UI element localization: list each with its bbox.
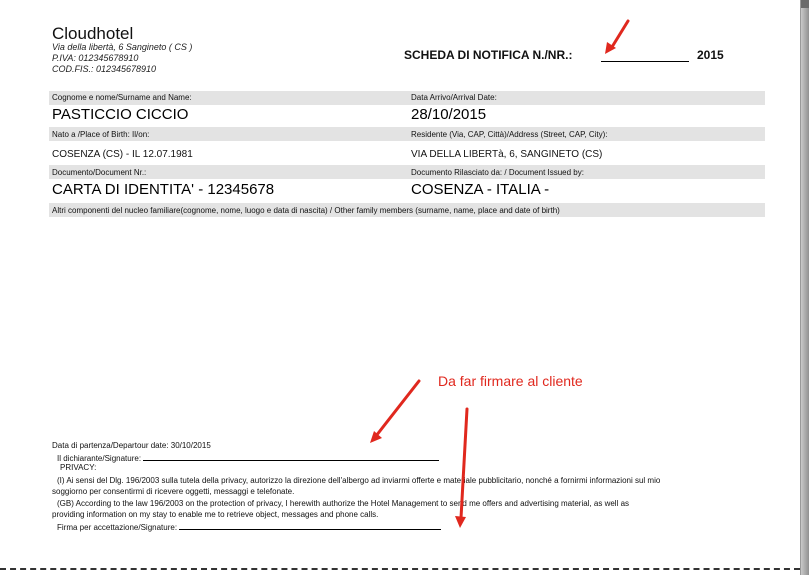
birth-label: Nato a /Place of Birth: Il/on: (52, 130, 150, 139)
hotel-name: Cloudhotel (52, 24, 134, 43)
surname-label: Cognome e nome/Surname and Name: (52, 93, 192, 102)
birth-value: COSENZA (CS) - IL 12.07.1981 (52, 149, 193, 160)
hotel-address: Via della libertà, 6 Sangineto ( CS ) (52, 42, 193, 52)
arrowhead-firma (455, 516, 466, 528)
residence-value: VIA DELLA LIBERTà, 6, SANGINETO (CS) (411, 149, 603, 160)
issued-label: Documento Rilasciato da: / Document Issued by: (411, 168, 584, 177)
document-value: CARTA DI IDENTITA' - 12345678 (52, 181, 275, 198)
annotation-text: Da far firmare al cliente (438, 373, 583, 389)
privacy-heading: PRIVACY: (60, 463, 97, 472)
arrival-value: 28/10/2015 (411, 106, 487, 123)
hotel-piva: P.IVA: 012345678910 (52, 53, 139, 63)
privacy-it-line2: soggiorno per consentirmi di ricevere oggetti, messaggi e telefonate. (52, 487, 295, 496)
privacy-it-line1: (I) Ai sensi del Dlg. 196/2003 sulla tutela della privacy, autorizzo la direzione dell'albergo ad inviarmi offerte e materiale pubblicitario, nonché a fornirmi informazioni sul mio (57, 476, 661, 485)
privacy-gb-line1: (GB) According to the law 196/2003 on the protection of privacy, I herewith authorize the Hotel Management to send me offers and advertising material, as well as (57, 499, 630, 508)
arrow-to-firma-signature (461, 409, 467, 518)
arrival-label: Data Arrivo/Arrival Date: (411, 93, 497, 102)
arrow-to-notification-number (612, 21, 628, 47)
scheda-title: SCHEDA DI NOTIFICA N./NR.: (404, 48, 573, 62)
arrow-to-declarant-signature (376, 381, 419, 436)
scheda-year: 2015 (697, 48, 724, 62)
hotel-codfis: COD.FIS.: 012345678910 (52, 64, 157, 74)
declarant-label: Il dichiarante/Signature: (57, 454, 142, 463)
page-cut-line (0, 568, 800, 570)
surname-value: PASTICCIO CICCIO (52, 106, 189, 123)
residence-label: Residente (Via, CAP, Città)/Address (Street, CAP, City): (411, 130, 608, 139)
firma-label: Firma per accettazione/Signature: (57, 523, 178, 532)
family-label: Altri componenti del nucleo familiare(cognome, nome, luogo e data di nascita) / Other family members (surname, name, place and date of birth) (52, 206, 560, 215)
privacy-gb-line2: providing information on my stay to enable me to retrieve object, messages and phone calls. (52, 510, 379, 519)
issued-value: COSENZA - ITALIA - (411, 181, 550, 198)
document-label: Documento/Document Nr.: (52, 168, 147, 177)
departure-date: Data di partenza/Departour date: 30/10/2015 (52, 441, 211, 450)
